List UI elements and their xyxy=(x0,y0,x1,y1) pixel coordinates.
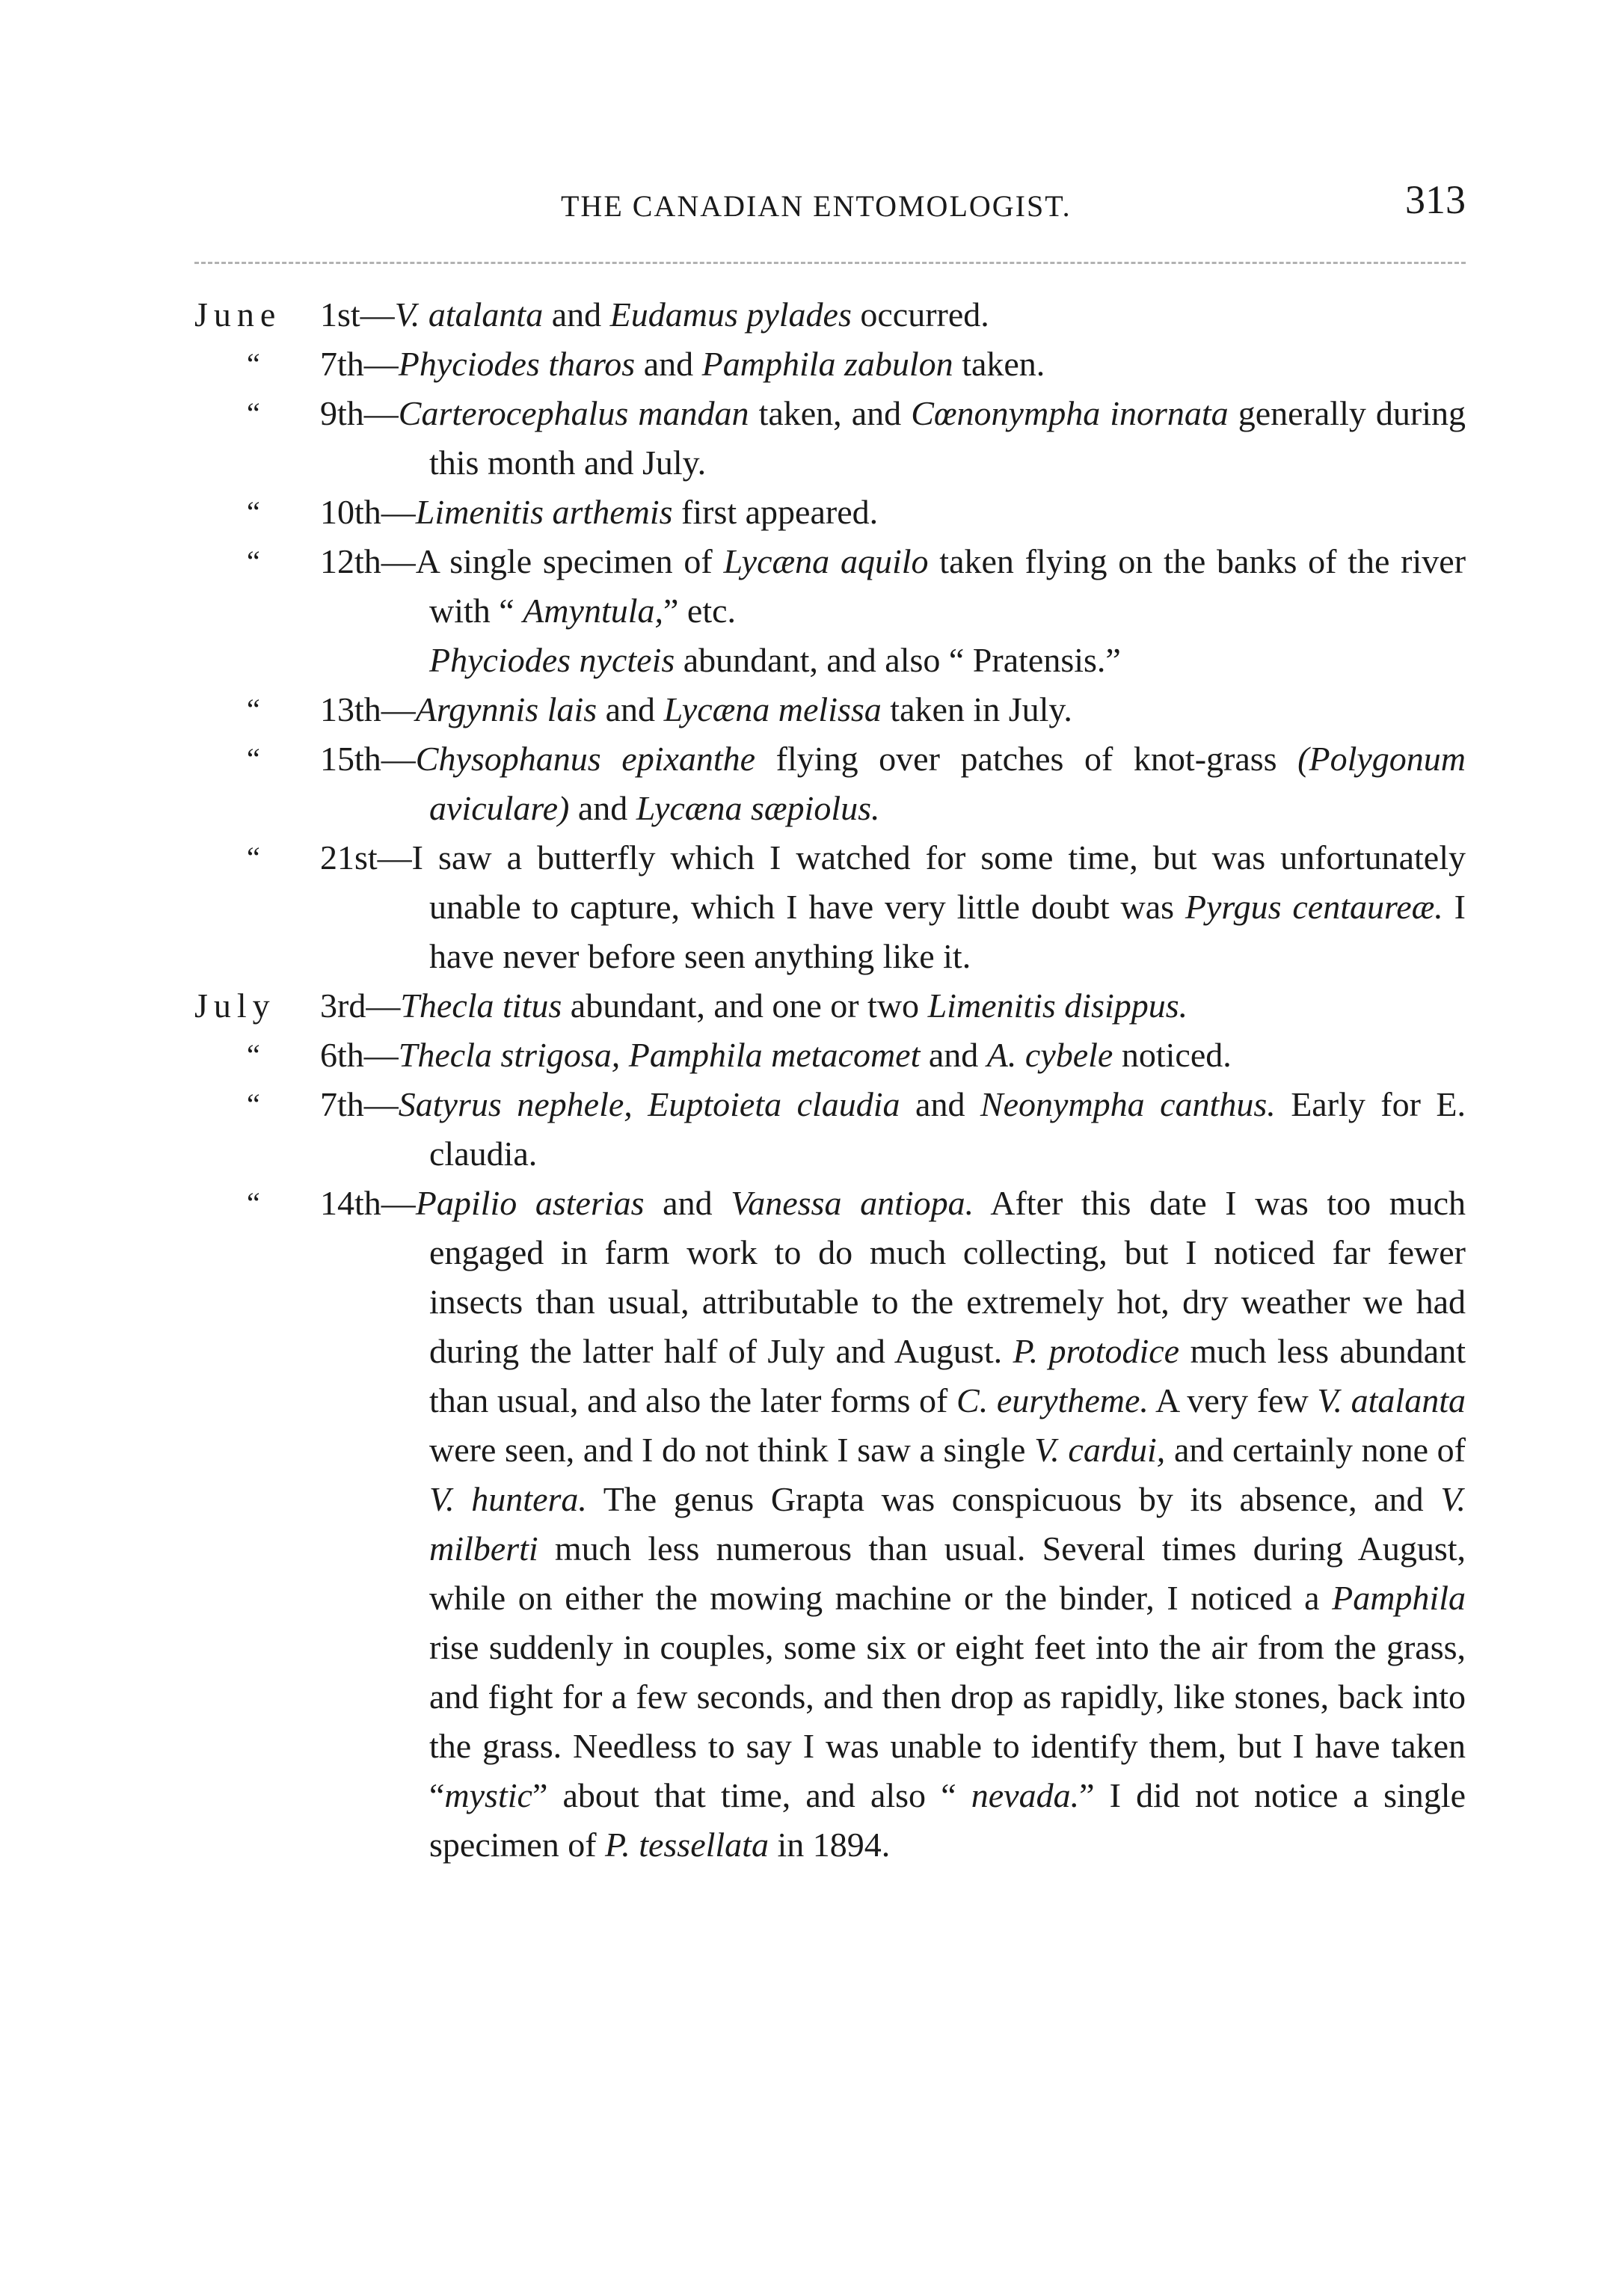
text-run: flying over patches of knot-grass xyxy=(755,740,1298,778)
diary-entry xyxy=(0,1031,1616,1080)
text-run: in 1894. xyxy=(768,1826,891,1864)
text-run: 3rd— xyxy=(320,986,401,1025)
entry-body xyxy=(320,1179,1466,1870)
entry-continuation xyxy=(320,636,1466,685)
entry-text xyxy=(320,537,1466,636)
italic-text: A. cybele xyxy=(986,1036,1113,1074)
text-run: 14th— xyxy=(320,1184,416,1222)
text-run: and xyxy=(644,1184,731,1222)
text-run: and xyxy=(597,690,664,728)
text-run: much less abundant than usual, and also the later forms of xyxy=(429,1332,1466,1419)
header-rule xyxy=(194,262,1466,264)
diary-entry xyxy=(0,488,1616,537)
italic-text: P. tessellata xyxy=(605,1826,769,1864)
text-run: and xyxy=(920,1036,987,1074)
italic-text: Lycæna aquilo xyxy=(723,542,929,580)
ditto-mark: “ xyxy=(247,396,260,430)
entry-text xyxy=(320,1080,1466,1179)
italic-text: mystic xyxy=(444,1776,532,1814)
entry-text xyxy=(320,734,1466,833)
entry-body xyxy=(320,290,1466,340)
italic-text: V. cardui, xyxy=(1034,1431,1166,1469)
entry-text xyxy=(320,1031,1466,1080)
italic-text: Pamphila xyxy=(1332,1579,1466,1617)
italic-text: Pamphila zabulon xyxy=(701,345,953,383)
text-run: taken, and xyxy=(749,394,912,432)
text-run: rise suddenly in couples, some six or eight feet into the air from the grass, and fight for a few seconds, and then drop as rapidly, like stones, back into the grass. Needless to say I was unable to identify them, but I have taken “ xyxy=(429,1628,1466,1814)
diary-entry xyxy=(0,833,1616,981)
text-run: 7th— xyxy=(320,345,399,383)
month-label: July xyxy=(194,986,276,1025)
italic-text: Papilio asterias xyxy=(415,1184,645,1222)
italic-text: V. atalanta xyxy=(394,295,544,334)
italic-text: Pyrgus centaureæ. xyxy=(1185,888,1443,926)
text-run: ” etc. xyxy=(663,592,737,630)
ditto-mark: “ xyxy=(247,1038,260,1072)
text-run: occurred. xyxy=(851,295,989,334)
text-run: 9th— xyxy=(320,394,399,432)
entry-body xyxy=(320,537,1466,685)
entry-text xyxy=(320,290,1466,340)
diary-entry xyxy=(0,389,1616,488)
text-run: generally during this month and July. xyxy=(429,394,1466,482)
diary-entry xyxy=(0,537,1616,685)
text-run: Early for E. claudia. xyxy=(429,1085,1466,1173)
text-run: taken. xyxy=(953,345,1045,383)
italic-text: Thecla strigosa, Pamphila metacomet xyxy=(398,1036,921,1074)
italic-text: Satyrus nephele, Euptoieta claudia xyxy=(398,1085,900,1123)
text-run: ” about that time, and also “ xyxy=(532,1776,971,1814)
italic-text: Thecla titus xyxy=(400,986,562,1025)
text-run: noticed. xyxy=(1113,1036,1232,1074)
text-run: and xyxy=(543,295,610,334)
text-run: 7th— xyxy=(320,1085,399,1123)
text-run: and xyxy=(569,789,636,827)
entry-text xyxy=(320,340,1466,389)
text-run: The genus Grapta was conspicuous by its absence, and xyxy=(586,1480,1441,1518)
entry-body xyxy=(320,734,1466,833)
italic-text: Phyciodes tharos xyxy=(398,345,636,383)
text-run: and xyxy=(900,1085,980,1123)
page-header xyxy=(194,177,1466,236)
entry-body xyxy=(320,685,1466,734)
diary-entry xyxy=(0,981,1616,1031)
entry-body xyxy=(320,389,1466,488)
text-run: 12th—A single specimen of xyxy=(320,542,724,580)
ditto-mark: “ xyxy=(247,544,260,578)
month-label: June xyxy=(194,295,282,334)
italic-text: Neonympha canthus. xyxy=(980,1085,1276,1123)
page-number: 313 xyxy=(1405,177,1466,222)
italic-text: P. protodice xyxy=(1013,1332,1180,1370)
text-run: abundant, and also “ Pratensis.” xyxy=(675,641,1121,679)
text-run: 10th— xyxy=(320,493,416,531)
ditto-mark: “ xyxy=(247,841,260,874)
ditto-mark: “ xyxy=(247,1186,260,1220)
ditto-mark: “ xyxy=(247,495,260,529)
running-title: THE CANADIAN ENTOMOLOGIST. xyxy=(561,189,1072,223)
entry-text xyxy=(320,389,1466,488)
italic-text: V. atalanta xyxy=(1317,1381,1466,1419)
italic-text: Carterocephalus mandan xyxy=(398,394,749,432)
italic-text: V. huntera. xyxy=(429,1480,587,1518)
ditto-mark: “ xyxy=(247,347,260,381)
text-run: After this date I was too much engaged in farm work to do much collecting, but I noticed far fewer insects than usual, attributable to the extremely hot, dry weather we had during the latter half of July and August. xyxy=(429,1184,1466,1370)
entry-text xyxy=(320,488,1466,537)
italic-text: (Polygonum aviculare) xyxy=(429,740,1466,827)
ditto-mark: “ xyxy=(247,742,260,776)
italic-text: Eudamus pylades xyxy=(609,295,852,334)
entry-body xyxy=(320,981,1466,1031)
text-run: A very few xyxy=(1148,1381,1318,1419)
text-run: much less numerous than usual. Several times during August, while on either the mowing machine or the binder, I noticed a xyxy=(429,1529,1466,1617)
text-run: and xyxy=(635,345,702,383)
italic-text: nevada. xyxy=(971,1776,1080,1814)
diary-entry xyxy=(0,1179,1616,1870)
entry-body xyxy=(320,833,1466,981)
text-run: 1st— xyxy=(320,295,395,334)
entry-body xyxy=(320,1080,1466,1179)
entry-body xyxy=(320,340,1466,389)
diary-entry xyxy=(0,290,1616,340)
text-run: abundant, and one or two xyxy=(562,986,928,1025)
entry-body xyxy=(320,1031,1466,1080)
diary-entry xyxy=(0,1080,1616,1179)
text-run: I have never before seen anything like it. xyxy=(429,888,1466,975)
text-run: 6th— xyxy=(320,1036,399,1074)
diary-entry xyxy=(0,734,1616,833)
diary-entries xyxy=(0,290,1616,1870)
text-run: ” I did not notice a single specimen of xyxy=(429,1776,1466,1864)
text-run: first appeared. xyxy=(672,493,879,531)
text-run: 15th— xyxy=(320,740,416,778)
italic-text: Argynnis lais xyxy=(415,690,597,728)
diary-entry xyxy=(0,685,1616,734)
text-run: 21st—I saw a butterfly which I watched for some time, but was unfortunately unable to capture, which I have very little doubt was xyxy=(320,838,1466,926)
italic-text: C. eurytheme. xyxy=(956,1381,1149,1419)
text-run: taken in July. xyxy=(881,690,1072,728)
entry-body xyxy=(320,488,1466,537)
italic-text: V. milberti xyxy=(429,1480,1466,1568)
italic-text: Amyntula, xyxy=(523,592,663,630)
italic-text: Limenitis disippus. xyxy=(927,986,1188,1025)
text-run: and certainly none of xyxy=(1165,1431,1466,1469)
italic-text: Lycæna sæpiolus. xyxy=(636,789,880,827)
ditto-mark: “ xyxy=(247,1087,260,1121)
diary-entry xyxy=(0,340,1616,389)
italic-text: Limenitis arthemis xyxy=(415,493,673,531)
italic-text: Chysophanus epixanthe xyxy=(415,740,756,778)
italic-text: Phyciodes nycteis xyxy=(429,641,675,679)
text-run: were seen, and I do not think I saw a single xyxy=(429,1431,1035,1469)
text-run: taken flying on the banks of the river with “ xyxy=(429,542,1466,630)
entry-text xyxy=(320,685,1466,734)
italic-text: Cœnonympha inornata xyxy=(911,394,1229,432)
italic-text: Vanessa antiopa. xyxy=(731,1184,974,1222)
entry-text xyxy=(320,833,1466,981)
ditto-mark: “ xyxy=(247,693,260,726)
entry-text xyxy=(320,981,1466,1031)
text-run: 13th— xyxy=(320,690,416,728)
italic-text: Lycæna melissa xyxy=(663,690,882,728)
entry-text xyxy=(320,1179,1466,1870)
